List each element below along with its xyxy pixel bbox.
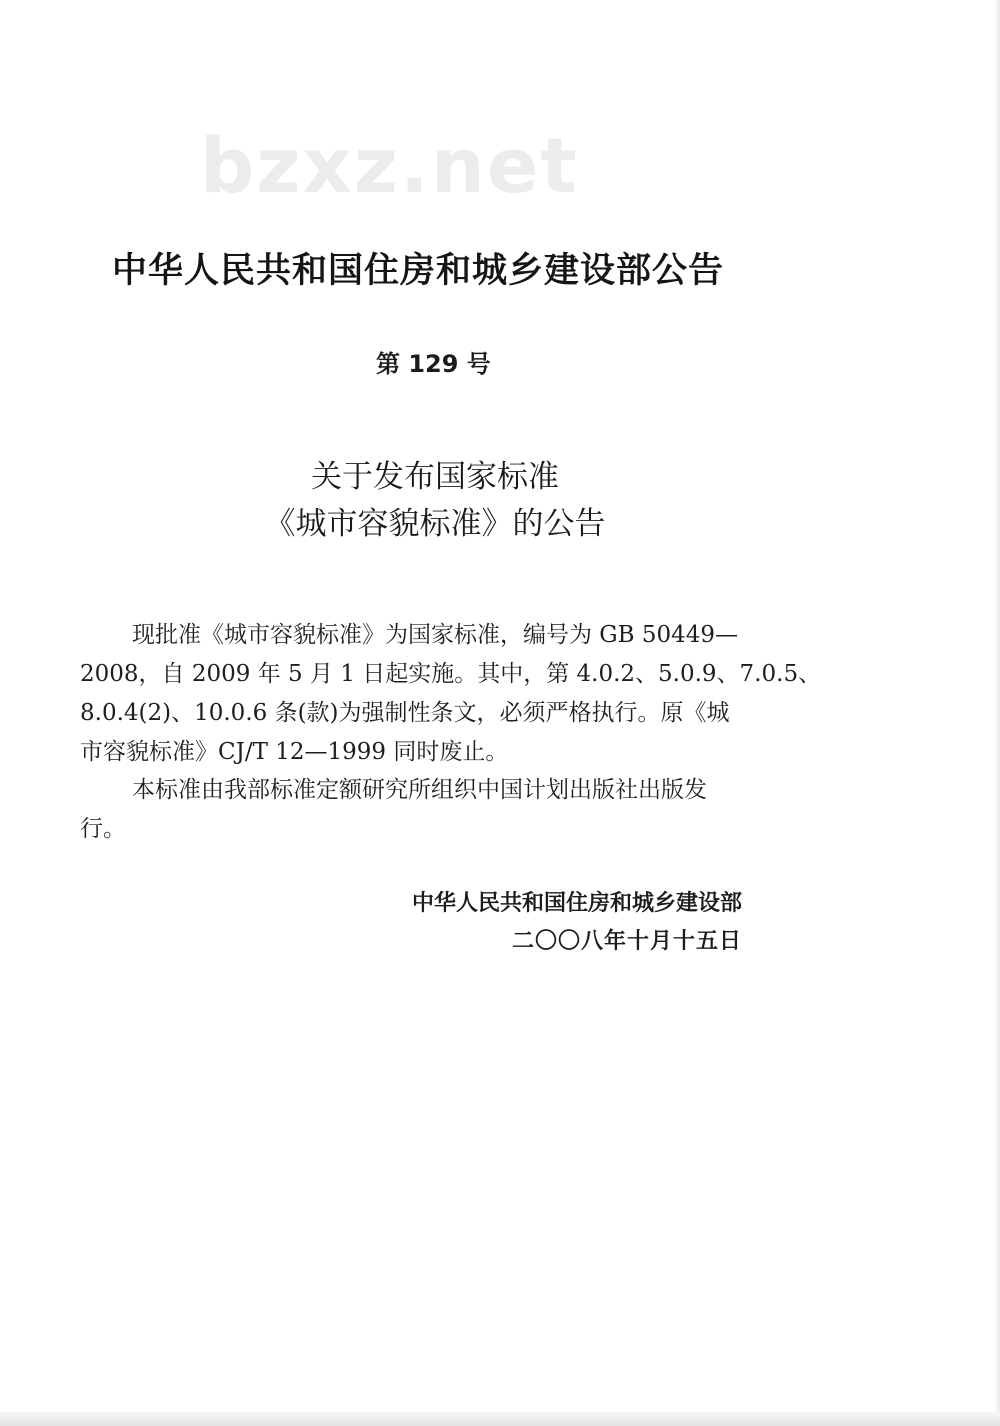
body-paragraph-1-line-1: 现批准《城市容貌标准》为国家标准，编号为 GB 50449— <box>132 622 739 648</box>
page-bottom-shadow <box>0 1412 1000 1426</box>
body-paragraph-1-line-3: 8.0.4(2)、10.0.6 条(款)为强制性条文，必须严格执行。原《城 <box>80 700 730 726</box>
subject-line-2: 《城市容貌标准》的公告 <box>264 506 606 542</box>
page-edge-shadow <box>994 0 1000 1426</box>
body-paragraph-2-line-1: 本标准由我部标准定额研究所组织中国计划出版社出版发 <box>132 777 707 803</box>
notice-number: 第 129 号 <box>376 350 491 378</box>
watermark-logo: bzxz.net <box>200 121 579 210</box>
body-paragraph-2-line-2: 行。 <box>80 816 126 842</box>
signature-organization: 中华人民共和国住房和城乡建设部 <box>411 891 742 916</box>
body-paragraph-1-line-4: 市容貌标准》CJ/T 12—1999 同时废止。 <box>80 739 509 765</box>
body-paragraph-1-line-2: 2008，自 2009 年 5 月 1 日起实施。其中，第 4.0.2、5.0.9、7.0.5、 <box>80 661 822 687</box>
notice-title: 中华人民共和国住房和城乡建设部公告 <box>112 251 725 291</box>
subject-line-1: 关于发布国家标准 <box>311 459 559 495</box>
signature-date: 二〇〇八年十月十五日 <box>511 929 742 954</box>
